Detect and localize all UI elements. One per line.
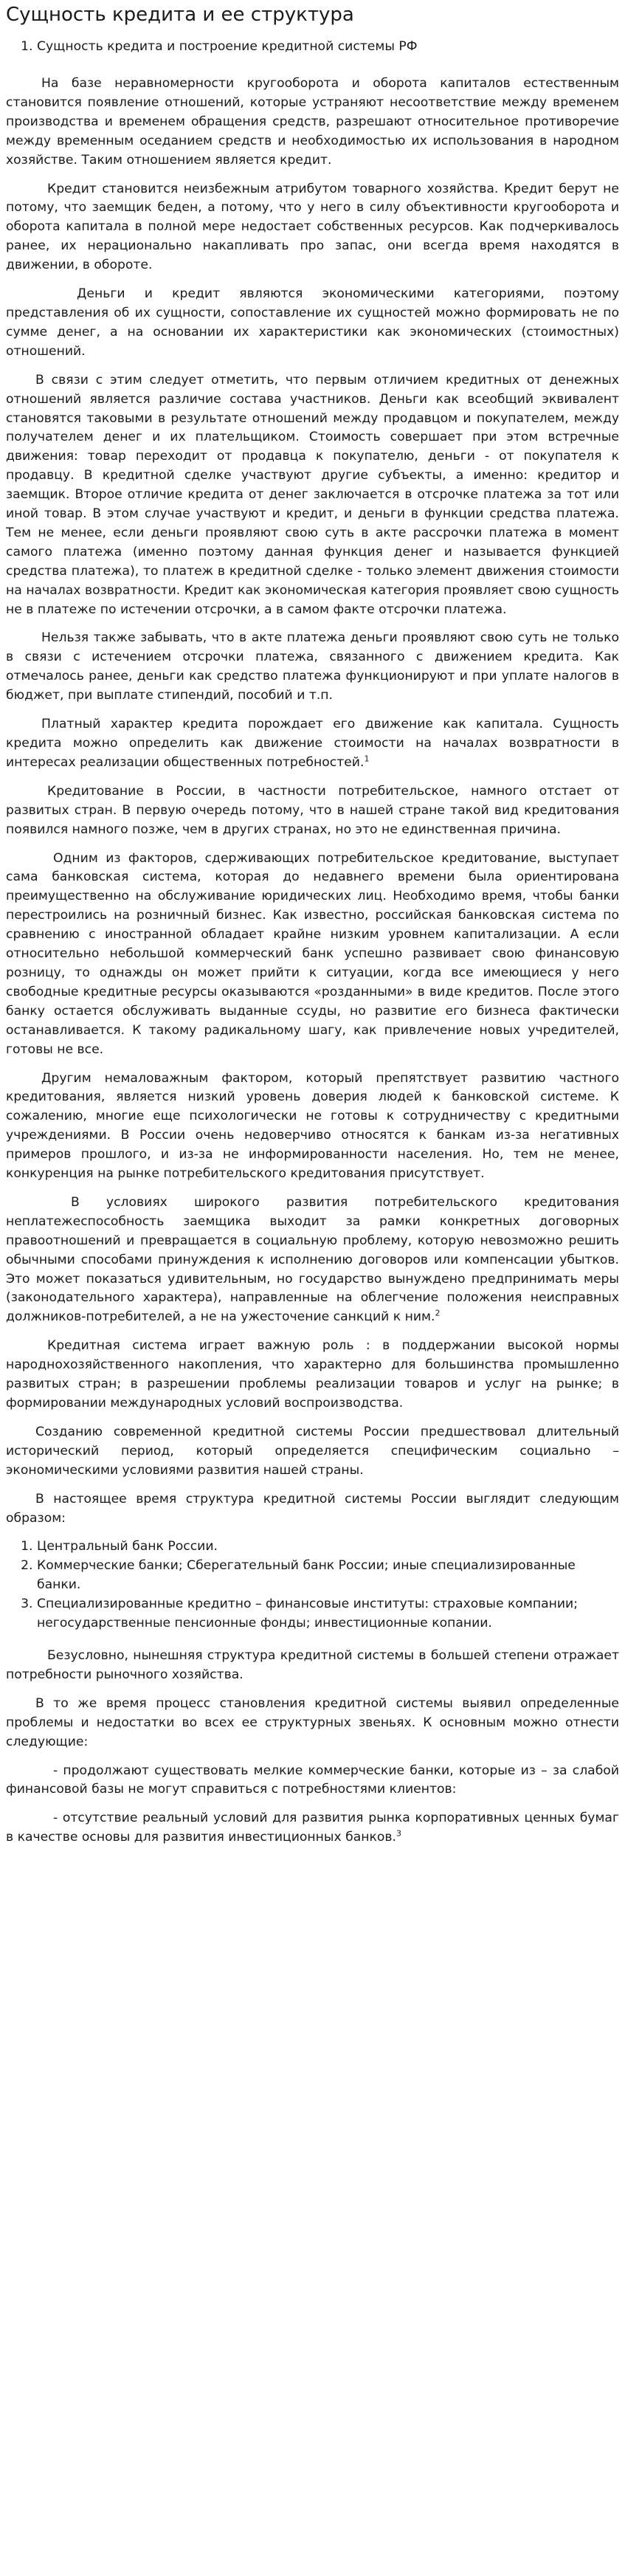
paragraph-factors: Одним из факторов, сдерживающих потребительское кредитование, выступает сама банковская система, которая до недавнего времени была ориентирована преимущественно на обслуживание юридических лиц. Необходимо время, чтобы банки перестроились на розничный бизнес. Как известно, российская банковская система по сравнению с иностранной обладает крайне низким уровнем капитализации. А если относительно небольшой коммерческий банк успешно развивает свою финансовую розницу, то однажды он может прийти к ситуации, когда все имеющиеся у него свободные кредитные ресурсы оказываются «розданными» в виде кредитов. После этого банку остается обслуживать выданные ссуды, но развитие его бизнеса фактически останавливается. К такому радикальному шагу, как привлечение новых учредителей, готовы не все. <box>6 850 619 1057</box>
paragraph-text: В условиях широкого развития потребительского кредитования неплатежеспособность заемщика выходит за рамки конкретных договорных правоотношений и превращается в социальную проблему, которую невозможно решить обычными способами принуждения к исполнению договоров или компенсации убытков. Это может показаться удивительным, но государство вынуждено предпринимать меры (законодательного характера), направленные на облегчение положения неисправных должников-потребителей, а не на ужесточение санкций к ним. <box>6 1194 619 1325</box>
list-item: 1. Центральный банк России. <box>37 1537 619 1557</box>
page-title: Сущность кредита и ее структура <box>6 4 354 26</box>
paragraph-payment: Нельзя также забывать, что в акте платежа деньги проявляют свою суть не только в связи с истечением отсрочки платежа, связанного с движением кредита. Как отмечалось ранее, деньги как средство платежа функционируют и при уплате налогов в бюджет, при выплате стипендий, пособий и т.п. <box>6 630 619 703</box>
paragraph-problem-securities <box>6 1809 619 1847</box>
list-item: 3. Специализированные кредитно – финансовые институты: страховые компании; негосударственные пенсионные фонды; инвестиционные копании. <box>37 1595 619 1633</box>
paragraph-history: Созданию современной кредитной системы России предшествовал длительный исторический период, который определяется специфическим социально – экономическими условиями развития нашей страны. <box>6 1424 619 1478</box>
toc-item: 1. Сущность кредита и построение кредитной системы РФ <box>37 37 619 56</box>
table-of-contents <box>6 37 619 56</box>
list-item: 2. Коммерческие банки; Сберегательный банк России; иные специализированные банки. <box>37 1557 619 1595</box>
paragraph-current-structure: Безусловно, нынешняя структура кредитной системы в большей степени отражает потребности рыночного хозяйства. <box>6 1647 619 1682</box>
paragraph-paid-nature <box>6 715 619 773</box>
footnote-ref-3[interactable]: 3 <box>396 1828 401 1839</box>
paragraph-russia-lending: Кредитование в России, в частности потребительское, намного отстает от развитых стран. В первую очередь потому, что в нашей стране такой вид кредитования появился намного позже, чем в других странах, но это не единственная причина. <box>6 783 619 837</box>
footnote-ref-2[interactable]: 2 <box>435 1308 441 1318</box>
paragraph-differences: В связи с этим следует отметить, что первым отличием кредитных от денежных отношений является различие состава участников. Деньги как всеобщий эквивалент становятся таковыми в результате отношений между продавцом и покупателем, между получателем денег и их плательщиком. Стоимость совершает при этом встречные движения: товар переходит от продавца к покупателю, деньги - от покупателя к продавцу. В кредитной сделке участвуют другие субъекты, а именно: кредитор и заемщик. Второе отличие кредита от денег заключается в отсрочке платежа за тот или иной товар. В этом случае участвуют и кредит, и деньги в функции средства платежа. Тем не менее, если деньги проявляют свою суть в акте рассрочки платежа в момент самого платежа (именно поэтому данная функция денег и называется функцией средства платежа), то платеж в кредитной сделке - только элемент движения стоимости на началах возвратности. Кредит как экономическая категория проявляет свою сущность не в платеже по истечении отсрочки, а в самом факте отсрочки платежа. <box>6 372 619 617</box>
paragraph-trust: Другим немаловажным фактором, который препятствует развитию частного кредитования, является низкий уровень доверия людей к банковской системе. К сожалению, многие еще психологически не готовы к сотрудничеству с кредитными учреждениями. В России очень недоверчиво относятся к банкам из-за негативных примеров прошлого, и из-за не информированности населения. Но, тем не менее, конкуренция на рынке потребительского кредитования присутствует. <box>6 1070 619 1182</box>
paragraph-problem-small-banks: - продолжают существовать мелкие коммерческие банки, которые из – за слабой финансовой базы не могут справиться с потребностями клиентов: <box>6 1763 619 1797</box>
paragraph-money-credit: Деньги и кредит являются экономическими категориями, поэтому представления об их сущности, сопоставление их сущностей можно формировать не по сумме денег, а на основании их характеристики как экономических (стоимостных) отношений. <box>6 286 619 359</box>
document-page <box>0 4 625 2576</box>
paragraph-credit-attribute: Кредит становится неизбежным атрибутом товарного хозяйства. Кредит берут не потому, что заемщик беден, а потому, что у него в силу объективности кругооборота и оборота капитала в полной мере недостает собственных ресурсов. Как подчеркивалось ранее, их нерационально накапливать про запас, они всегда время находятся в движении, в обороте. <box>6 181 619 273</box>
paragraph-text: - отсутствие реальный условий для развития рынка корпоративных ценных бумаг в качестве основы для развития инвестиционных банков. <box>6 1811 619 1845</box>
paragraph-structure-intro: В настоящее время структура кредитной системы России выглядит следующим образом: <box>6 1491 619 1526</box>
footnote-ref-1[interactable]: 1 <box>364 754 370 764</box>
paragraph-insolvency <box>6 1194 619 1327</box>
paragraph-problems: В то же время процесс становления кредитной системы выявил определенные проблемы и недостатки во всех ее структурных звеньях. К основным можно отнести следующие: <box>6 1695 619 1749</box>
paragraph-text: Платный характер кредита порождает его движение как капитала. Сущность кредита можно определить как движение стоимости на началах возвратности в интересах реализации общественных потребностей. <box>6 717 619 770</box>
credit-system-structure-list <box>6 1537 619 1633</box>
paragraph-credit-system-role: Кредитная система играет важную роль : в поддержании высокой нормы народнохозяйственного накопления, что характерно для большинства промышленно развитых стран; в разрешении проблемы реализации товаров и услуг на рынке; в формировании международных условий воспроизводства. <box>6 1338 619 1411</box>
paragraph-intro: На базе неравномерности кругооборота и оборота капиталов естественным становится появление отношений, которые устраняют несоответствие между временем производства и временем обращения средств, разрешают относительное противоречие между временным оседанием средств и необходимостью их использования в народном хозяйстве. Таким отношением является кредит. <box>6 76 619 168</box>
